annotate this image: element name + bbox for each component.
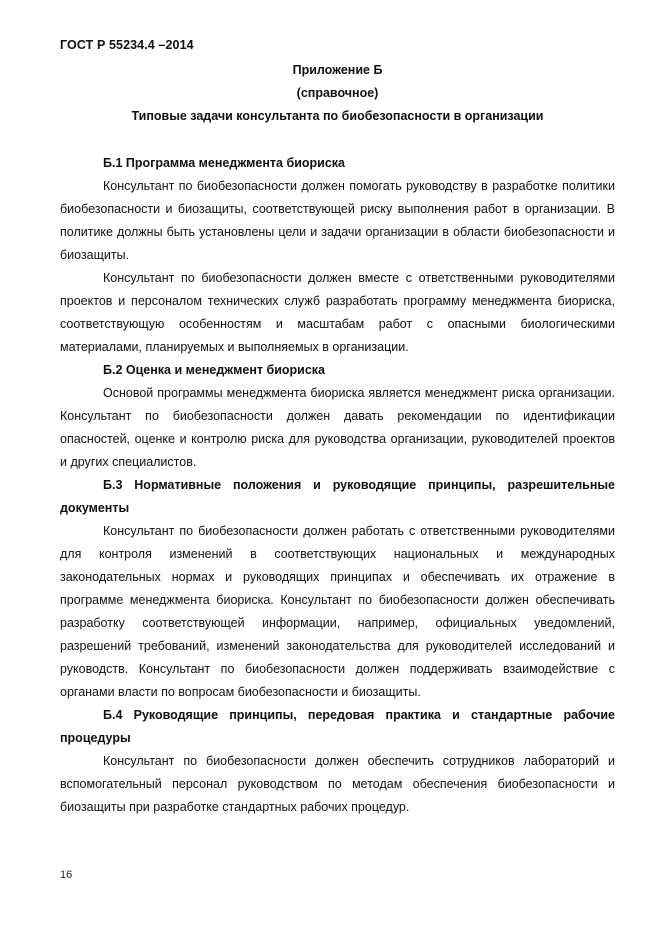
page-number: 16: [60, 869, 73, 881]
section-b1: [60, 152, 615, 359]
section-b4: [60, 704, 615, 819]
section-heading: Б.3 Нормативные положения и руководящие принципы, разрешительные документы: [60, 478, 615, 515]
appendix-type: (справочное): [296, 86, 379, 100]
section-heading: Б.2 Оценка и менеджмент биориска: [103, 363, 325, 377]
section-heading: Б.1 Программа менеджмента биориска: [103, 156, 345, 170]
appendix-label: Приложение Б: [292, 63, 383, 77]
appendix-title: Типовые задачи консультанта по биобезопасности в организации: [131, 109, 544, 123]
paragraph: Консультант по биобезопасности должен обеспечить сотрудников лабораторий и вспомогательный персонал руководством по методам обеспечения биобезопасности и биозащиты при разработке стандартных рабочих процедур.: [60, 754, 615, 814]
paragraph: Основой программы менеджмента биориска является менеджмент риска организации. Консультант по биобезопасности должен давать рекомендации по идентификации опасностей, оценке и контролю риска для руководства организации, руководителей проектов и других специалистов.: [60, 386, 615, 469]
document-body: [60, 152, 615, 819]
section-b3: [60, 474, 615, 704]
section-b2: [60, 359, 615, 474]
paragraph: Консультант по биобезопасности должен помогать руководству в разработке политики биобезопасности и биозащиты, соответствующей риску выполнения работ в организации. В политике должны быть установлены цели и задачи организации в области биобезопасности и биозащиты.: [60, 179, 615, 262]
section-heading: Б.4 Руководящие принципы, передовая практика и стандартные рабочие процедуры: [60, 708, 615, 745]
paragraph: Консультант по биобезопасности должен вместе с ответственными руководителями проектов и персоналом технических служб разработать программу менеджмента биориска, соответствующую особенностям и масштабам работ с опасными биологическими материалами, планируемых и выполняемых в организации.: [60, 271, 615, 354]
paragraph: Консультант по биобезопасности должен работать с ответственными руководителями для контроля изменений в соответствующих национальных и международных законодательных нормах и руководящих принципах и обеспечивать их отражение в программе менеджмента биориска. Консультант по биобезопасности должен обеспечивать разработку соответствующей информации, например, официальных уведомлений, разрешений требований, изменений законодательства для руководителей исследований и руководств. Консультант по биобезопасности должен поддерживать взаимодействие с органами власти по вопросам биобезопасности и биозащиты.: [60, 524, 615, 699]
document-code: ГОСТ Р 55234.4 –2014: [60, 38, 194, 52]
